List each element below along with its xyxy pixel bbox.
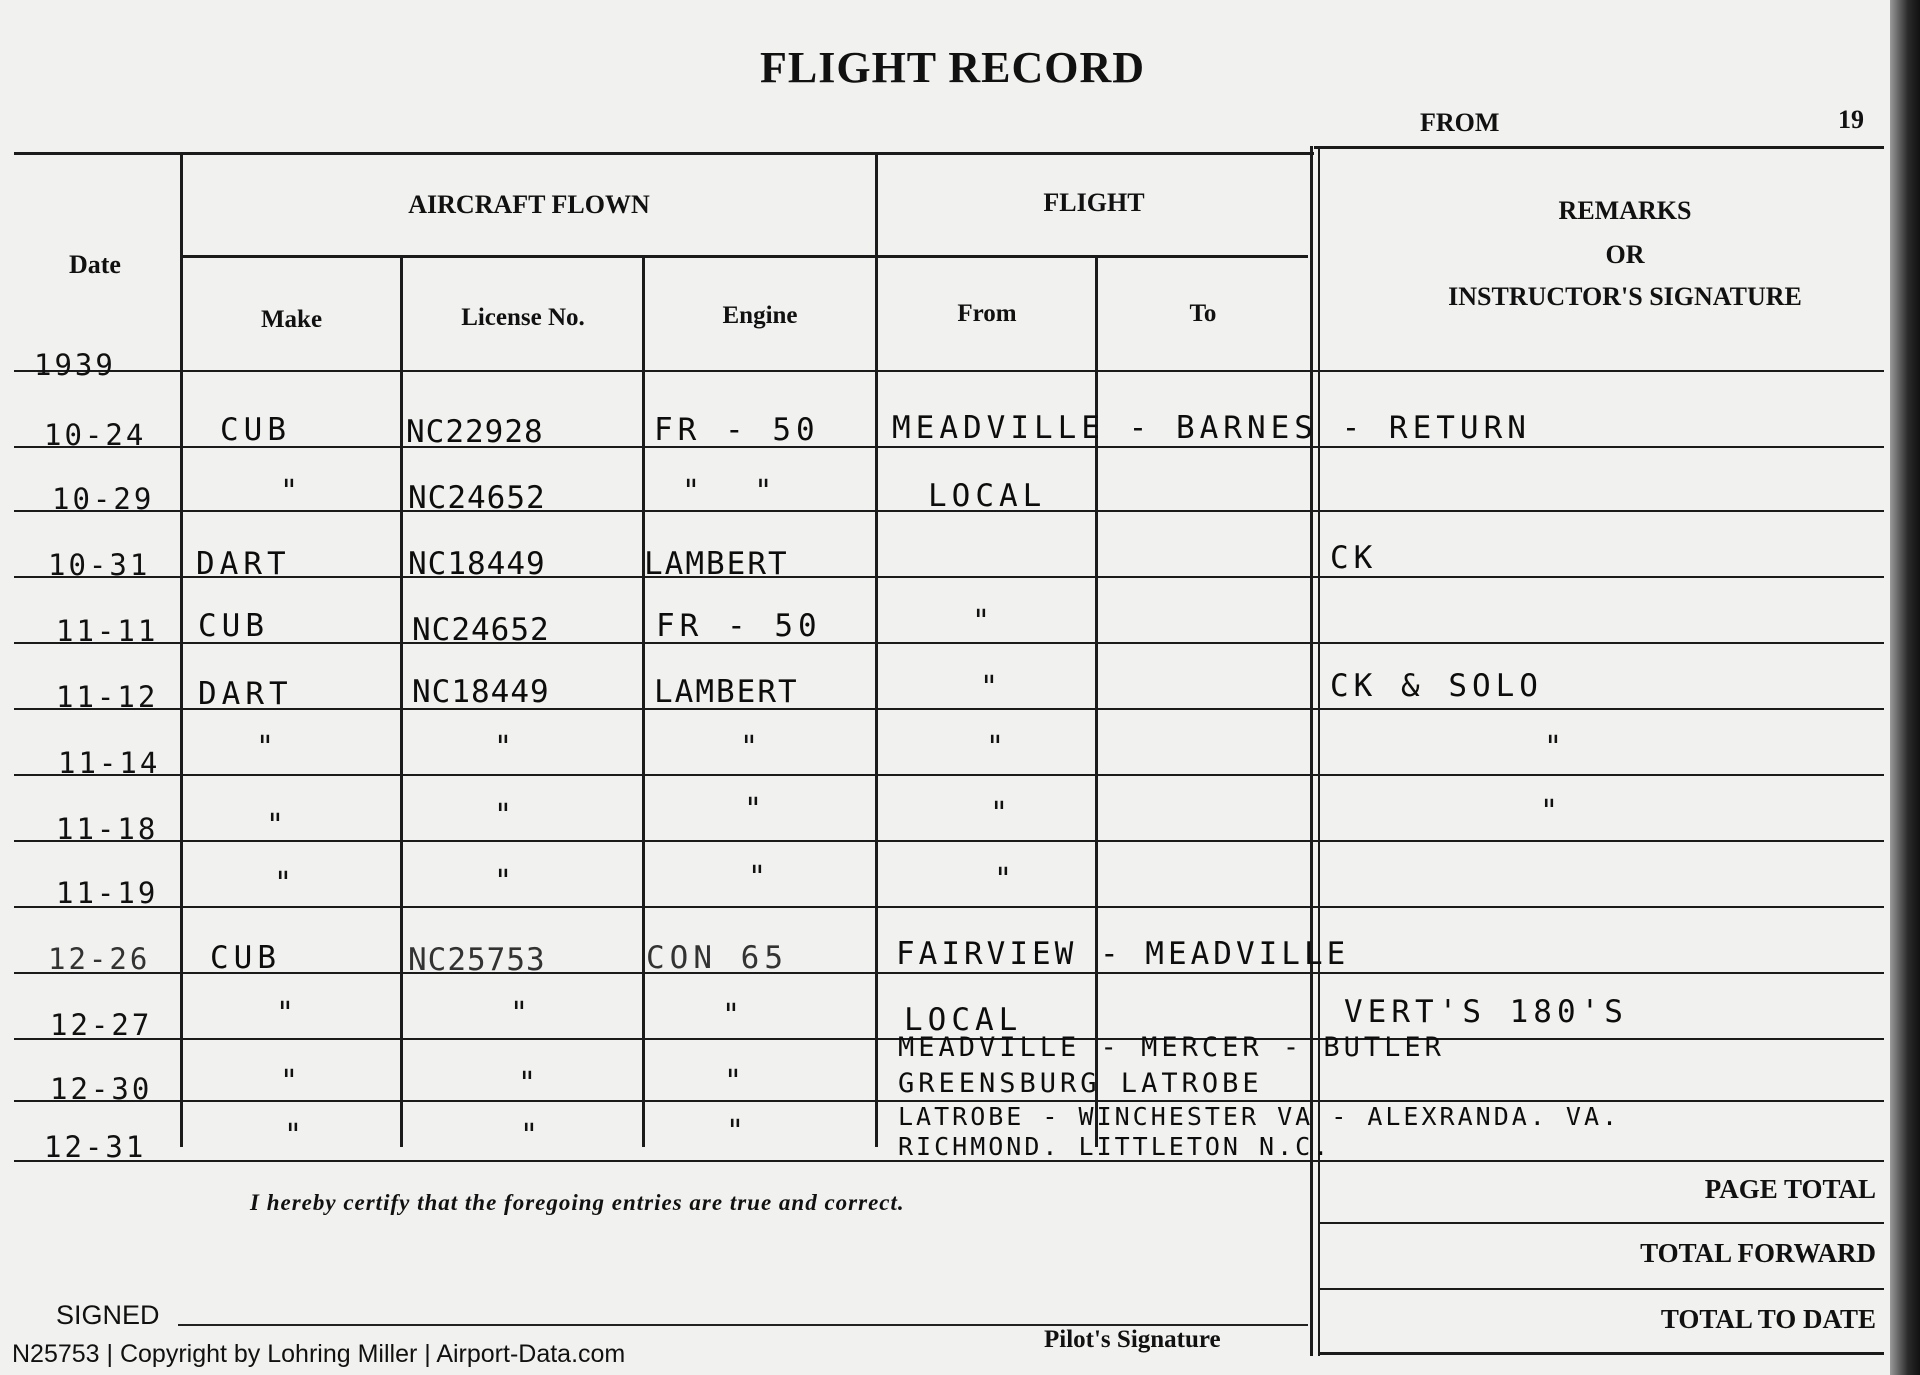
row-rule [14,774,1884,776]
page-total-label: PAGE TOTAL [1704,1174,1876,1204]
entry-route: " [990,796,1009,831]
header-to: To [1189,300,1217,327]
header-license: License No. [461,304,585,331]
entry-license: NC22928 [406,414,544,450]
entry-make: " [256,730,275,765]
route-note: MEADVILLE - MERCER - BUTLER [898,1032,1445,1063]
entry-license: " [494,730,513,765]
header-aircraft-flown: AIRCRAFT FLOWN [408,190,650,219]
row-rule [14,840,1884,842]
header-bottom-rule [14,370,1884,372]
row-rule [14,708,1884,710]
entry-date: 11-12 [56,680,159,714]
entry-remarks: VERT'S 180'S [1344,994,1628,1030]
entry-remarks: " [1544,730,1563,765]
entry-route: MEADVILLE - BARNES - RETURN [892,410,1531,446]
table-top-rule [14,152,1314,155]
entry-engine: " [748,860,767,895]
entry-license: NC18449 [412,674,550,710]
entry-make: " [280,1064,299,1099]
entry-make: " [276,996,295,1031]
entry-remarks: " [1540,794,1559,829]
entry-license: NC25753 [408,942,546,978]
entry-remarks: CK & SOLO [1330,668,1543,704]
entry-date: 10-24 [44,418,147,452]
page-title: FLIGHT RECORD [760,43,1146,92]
entry-route: LOCAL [928,478,1047,514]
entry-route: " [986,730,1005,765]
from-label: FROM [1420,108,1500,137]
entry-engine: " [740,730,759,765]
row-rule [14,576,1884,578]
pilot-signature-label: Pilot's Signature [1044,1326,1221,1353]
entry-make: " [284,1118,303,1153]
entry-license: " [510,996,529,1031]
entry-date: 12-27 [50,1008,153,1042]
route-note: GREENSBURG LATROBE [898,1068,1263,1099]
entry-make: " [266,808,285,843]
header-engine: Engine [722,302,798,329]
header-instructor-signature: INSTRUCTOR'S SIGNATURE [1448,282,1802,311]
entry-route: FAIRVIEW - MEADVILLE [896,936,1350,972]
header-date: Date [69,250,121,279]
entry-engine: LAMBERT [644,546,789,582]
header-flight: FLIGHT [1043,188,1145,217]
col-divider-from [1095,258,1098,1147]
entry-make: " [274,866,293,901]
route-note: LATROBE - WINCHESTER VA - ALEXRANDA. VA. [898,1102,1621,1131]
total-to-date-label: TOTAL TO DATE [1660,1304,1876,1334]
col-divider-engine [875,152,878,1147]
entry-license: " [494,798,513,833]
header-from: From [957,300,1017,327]
entry-date: 11-11 [56,614,159,648]
entry-engine: LAMBERT [654,674,799,710]
entry-engine: CON 65 [646,940,788,976]
entry-date: 12-26 [48,942,151,976]
entry-make: CUB [220,412,291,448]
entry-engine: " [722,998,741,1033]
entry-license: " [518,1066,537,1101]
totals-rule [1318,1222,1884,1224]
entry-make: DART [196,546,291,582]
entry-date: 10-29 [52,482,155,516]
year-entry: 1939 [34,348,116,382]
entry-engine: " [726,1114,745,1149]
col-divider-date [180,152,183,1147]
entry-engine: " " [682,474,773,509]
header-make: Make [260,306,323,333]
header-remarks: REMARKS [1558,196,1692,225]
entry-date: 10-31 [48,548,151,582]
entry-route: " [994,862,1013,897]
entry-route: " [980,670,999,705]
row-rule [14,642,1884,644]
signed-label: SIGNED [56,1300,160,1330]
entry-date: 12-30 [50,1072,153,1106]
entry-license: NC24652 [408,480,546,516]
row-rule [14,972,1884,974]
entry-engine: FR - 50 [656,608,822,644]
entry-make: CUB [198,608,269,644]
header-or: OR [1605,240,1645,269]
row-rule [14,906,1884,908]
subheader-rule [182,255,1308,258]
col-divider-to [1310,146,1313,1356]
entry-engine: FR - 50 [654,412,820,448]
entry-date: 12-31 [44,1130,147,1164]
year-prefix: 19 [1838,105,1864,134]
book-binding-edge [1890,0,1920,1375]
route-note: RICHMOND. LITTLETON N.C. [898,1132,1332,1161]
entry-date: 11-19 [56,876,159,910]
certification-statement: I hereby certify that the foregoing entries are true and correct. [250,1190,905,1215]
entry-make: CUB [210,940,281,976]
entry-license: NC24652 [412,612,550,648]
total-forward-label: TOTAL FORWARD [1640,1238,1876,1268]
entry-make: DART [198,676,293,712]
entry-remarks: CK [1330,540,1378,576]
entry-route: " [972,604,991,639]
col-divider-make [400,258,403,1147]
row-rule [14,446,1884,448]
col-divider-license [642,258,645,1147]
entry-license: NC18449 [408,546,546,582]
totals-bottom-rule [1318,1352,1884,1355]
entry-date: 11-18 [56,812,159,846]
col-divider-remarks [1318,146,1320,1356]
copyright-watermark: N25753 | Copyright by Lohring Miller | Airport-Data.com [12,1340,626,1368]
entry-date: 11-14 [58,746,161,780]
entry-license: " [520,1118,539,1153]
totals-rule [1318,1288,1884,1290]
entry-engine: " [744,792,763,827]
remarks-top-rule [1314,146,1884,149]
entry-engine: " [724,1064,743,1099]
entry-license: " [494,864,513,899]
entry-make: " [280,474,299,509]
entry-route: LOCAL [904,1002,1023,1038]
